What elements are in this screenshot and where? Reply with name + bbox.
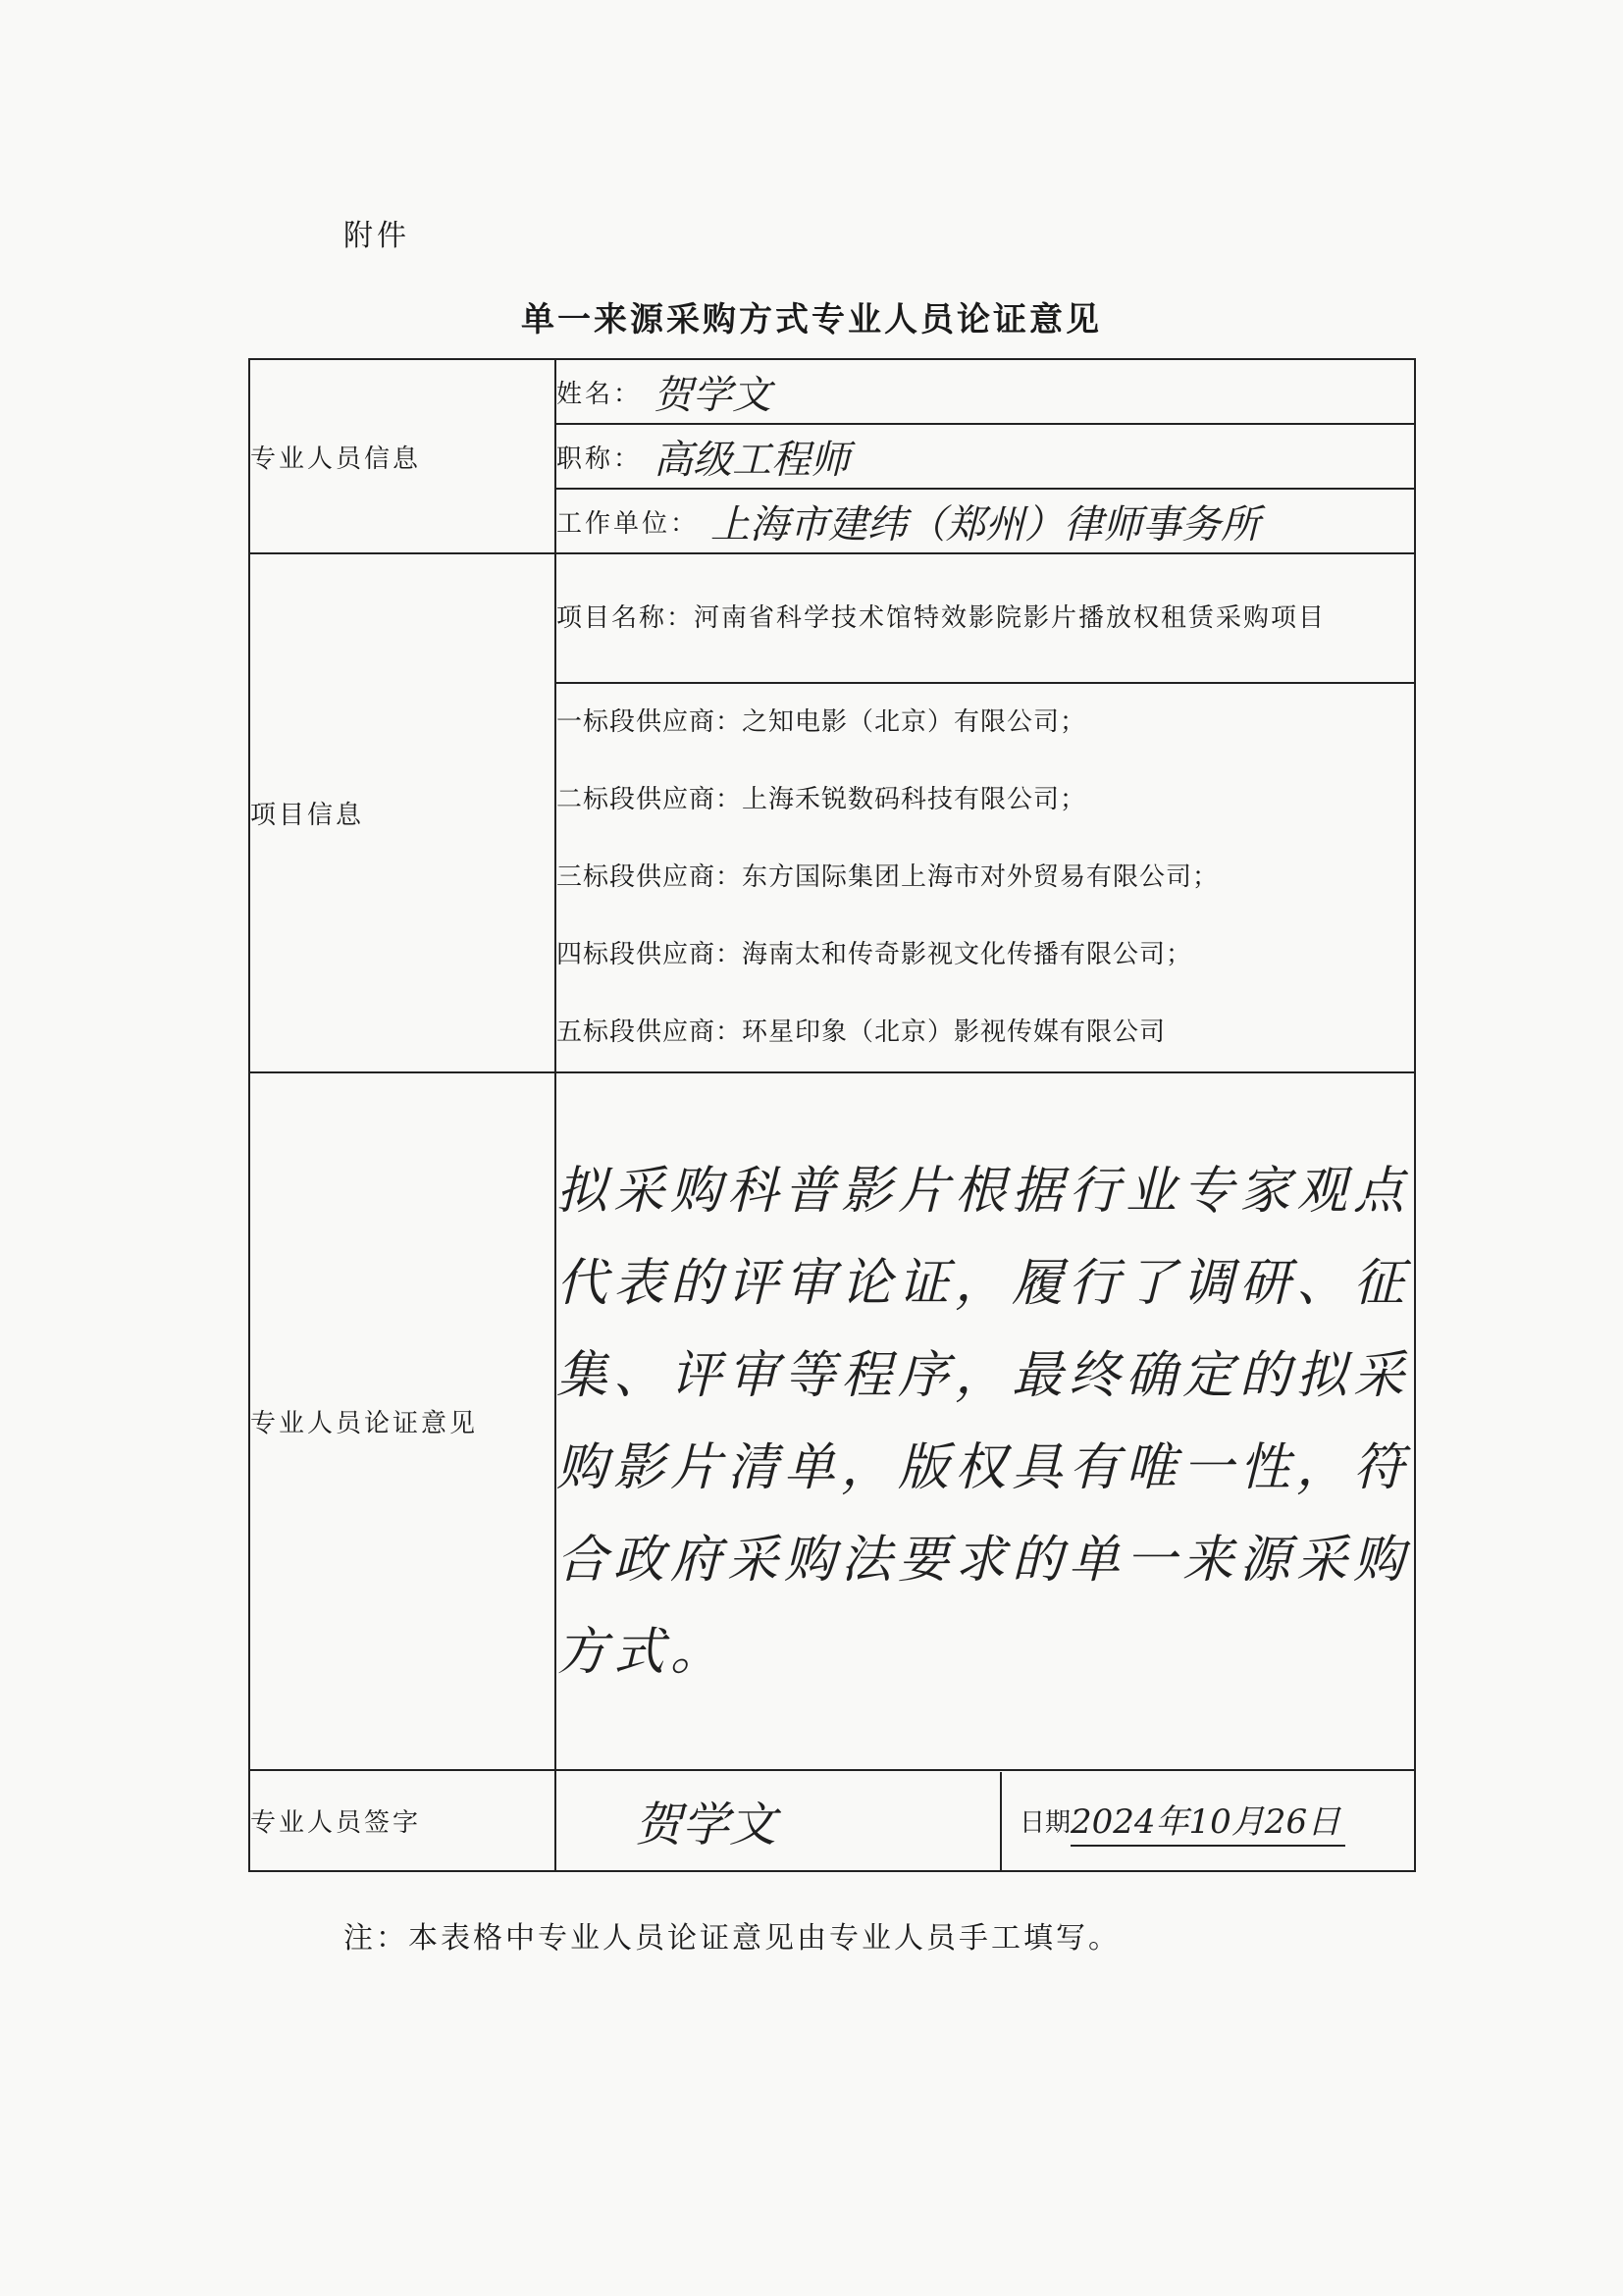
name-field-label: 姓名： <box>556 379 643 409</box>
project-name: 项目名称：河南省科学技术馆特效影院影片播放权租赁采购项目 <box>555 553 1415 683</box>
project-name-row <box>249 553 1415 683</box>
document-title: 单一来源采购方式专业人员论证意见 <box>521 300 1102 339</box>
opinion-handwritten-text: 拟采购科普影片根据行业专家观点代表的评审论证，履行了调研、征集、评审等程序，最终确定的拟采购影片清单，版权具有唯一性，符合政府采购法要求的单一来源采购方式。 <box>555 1072 1415 1770</box>
supplier-item: 五标段供应商：环星印象（北京）影视传媒有限公司 <box>556 1018 1167 1047</box>
supplier-item: 一标段供应商：之知电影（北京）有限公司； <box>556 707 1087 737</box>
title-field-value: 高级工程师 <box>654 437 851 483</box>
footnote: 注：本表格中专业人员论证意见由专业人员手工填写。 <box>343 1921 1121 1956</box>
opinion-row <box>249 1072 1415 1770</box>
expert-info-label: 专业人员信息 <box>249 359 555 553</box>
signature-row <box>249 1770 1415 1871</box>
title-field-label: 职称： <box>556 444 643 474</box>
supplier-item: 三标段供应商：东方国际集团上海市对外贸易有限公司； <box>556 862 1220 892</box>
date-value: 2024年10月26日 <box>1071 1795 1345 1847</box>
supplier-list <box>555 683 1415 1072</box>
signature-label: 专业人员签字 <box>249 1770 555 1871</box>
employer-field-value: 上海市建纬（郑州）律师事务所 <box>710 501 1261 548</box>
project-info-label: 项目信息 <box>249 553 555 1072</box>
date-label: 日期 <box>1020 1808 1072 1838</box>
employer-field-label: 工作单位： <box>556 508 700 539</box>
attachment-label: 附件 <box>343 219 410 253</box>
name-row <box>249 359 1415 424</box>
opinion-form-table <box>248 358 1416 1872</box>
name-field-value: 贺学文 <box>654 372 772 418</box>
supplier-item: 二标段供应商：上海禾锐数码科技有限公司； <box>556 785 1087 814</box>
supplier-item: 四标段供应商：海南太和传奇影视文化传播有限公司； <box>556 940 1193 969</box>
signature-value: 贺学文 <box>635 1798 777 1852</box>
opinion-label: 专业人员论证意见 <box>249 1072 555 1770</box>
